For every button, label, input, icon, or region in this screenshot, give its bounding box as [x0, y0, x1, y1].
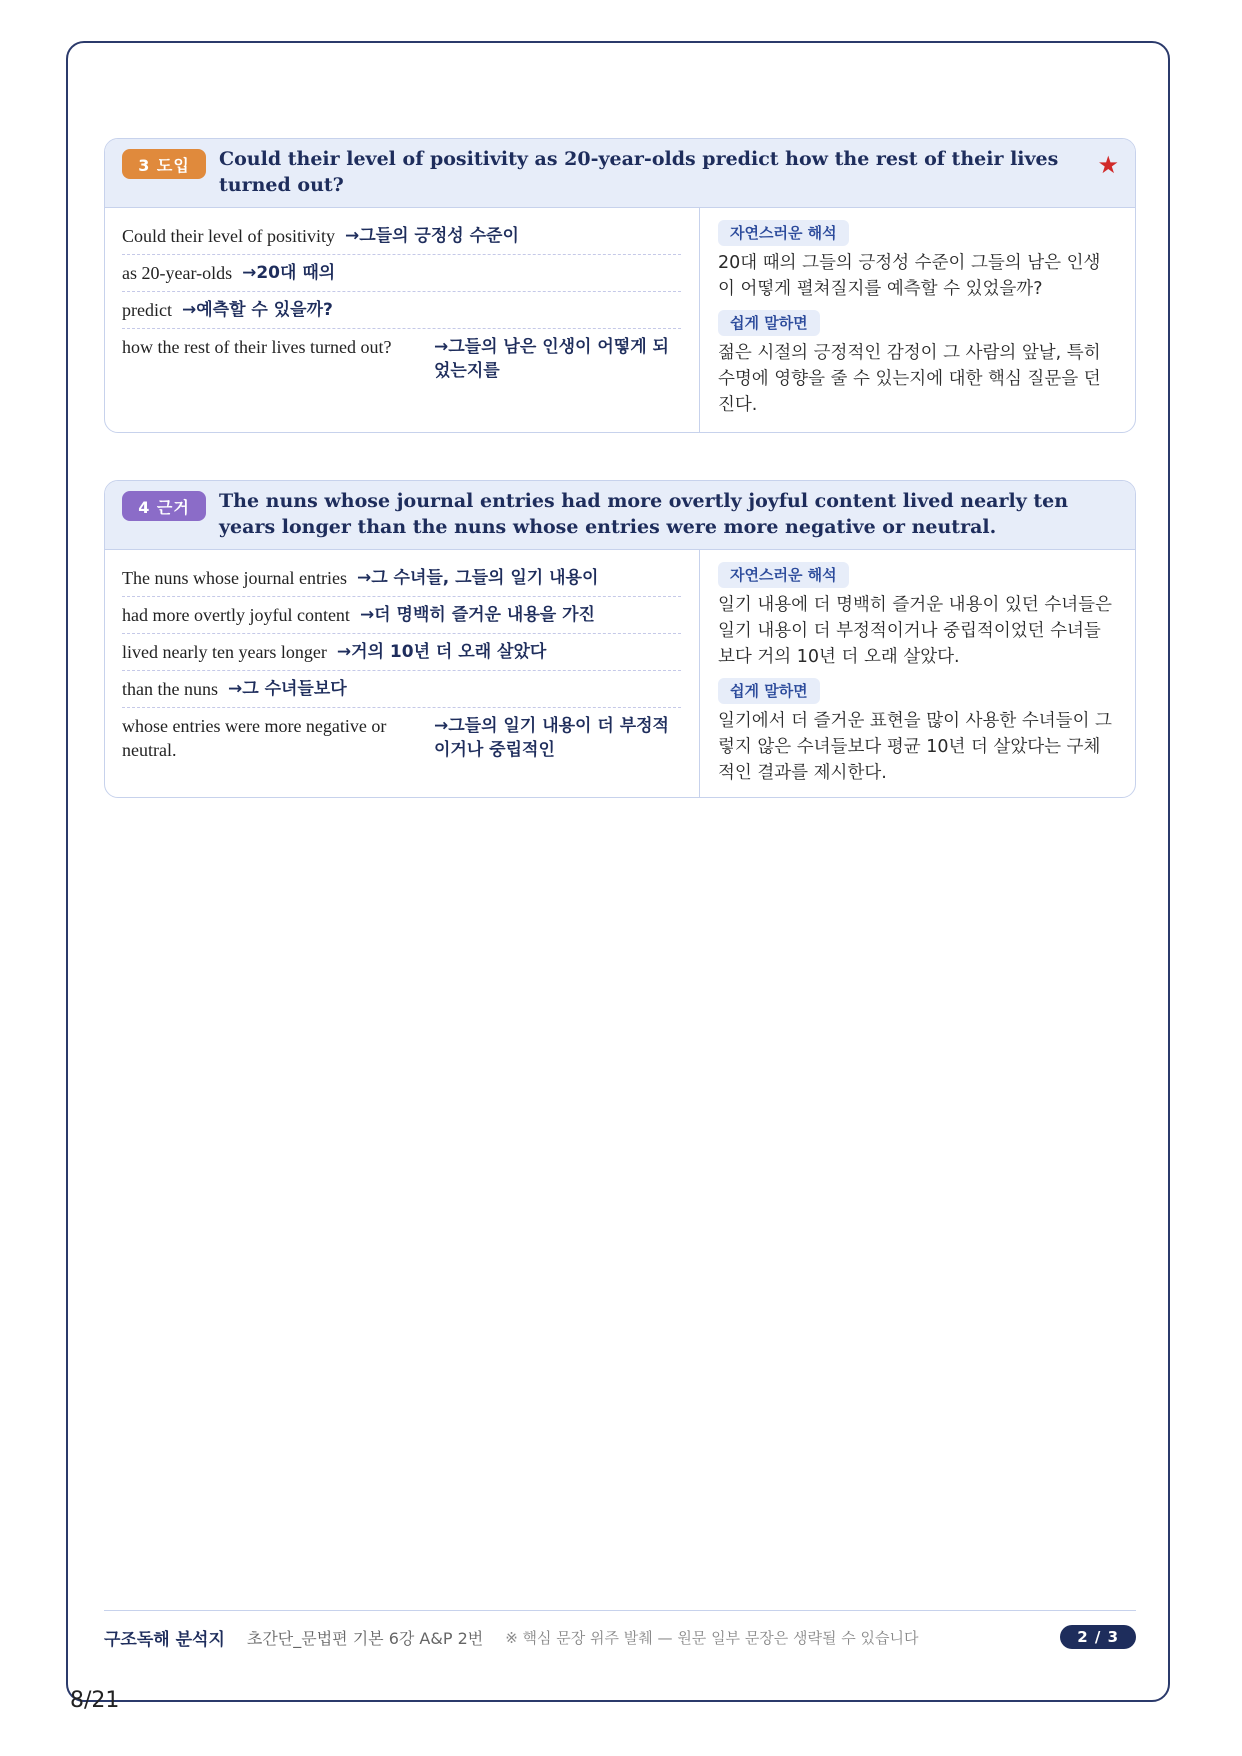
chunk-row	[122, 218, 681, 255]
chunk-row	[122, 671, 681, 708]
chunk-korean: →예측할 수 있을까?	[181, 300, 333, 320]
natural-translation-label: 자연스러운 해석	[718, 220, 849, 246]
easy-explanation-label: 쉽게 말하면	[718, 678, 820, 704]
chunk-korean: →20대 때의	[242, 263, 336, 283]
chunk-korean: →그들의 일기 내용이 더 부정적이거나 중립적인	[434, 716, 669, 760]
card-body	[105, 550, 1135, 797]
chunk-list	[105, 550, 700, 797]
chunk-english: lived nearly ten years longer	[122, 642, 327, 662]
chunk-korean: →그 수녀들, 그들의 일기 내용이	[356, 568, 599, 588]
chunk-row	[122, 292, 681, 329]
chunk-english: as 20-year-olds	[122, 263, 233, 283]
natural-translation-text: 일기 내용에 더 명백히 즐거운 내용이 있던 수녀들은 일기 내용이 더 부정적이거나 중립적이었던 수녀들보다 거의 10년 더 오래 살았다.	[718, 595, 1112, 667]
chunk-row	[122, 329, 681, 389]
footer-note: ※ 핵심 문장 위주 발췌 — 원문 일부 문장은 생략될 수 있습니다	[505, 1628, 919, 1647]
chunk-list	[105, 208, 700, 432]
footer-divider	[104, 1610, 1136, 1611]
chunk-korean: →그들의 긍정성 수준이	[344, 226, 519, 246]
easy-explanation-text: 젊은 시절의 긍정적인 감정이 그 사람의 앞날, 특히 수명에 영향을 줄 수 있는지에 대한 핵심 질문을 던진다.	[718, 343, 1101, 415]
natural-translation-text: 20대 때의 그들의 긍정성 수준이 그들의 남은 인생이 어떻게 펼쳐질지를 예측할 수 있었을까?	[718, 253, 1101, 299]
sentence-text: Could their level of positivity as 20-year-olds predict how the rest of their lives turned out?	[219, 148, 1059, 196]
sentence-card-4	[104, 480, 1136, 798]
card-header	[105, 481, 1135, 550]
chunk-korean: →그 수녀들보다	[228, 679, 347, 699]
chunk-row	[122, 255, 681, 292]
chunk-english: The nuns whose journal entries	[122, 568, 347, 588]
chunk-english: than the nuns	[122, 679, 218, 699]
section-badge-evidence: 4 근거	[122, 491, 206, 521]
footer	[104, 1622, 1136, 1652]
chunk-row	[122, 708, 681, 768]
chunk-english: predict	[122, 300, 172, 320]
easy-explanation-label: 쉽게 말하면	[718, 310, 820, 336]
document-page-number: 8/21	[70, 1688, 120, 1713]
footer-brand: 구조독해 분석지	[104, 1629, 225, 1650]
sentence-text: The nuns whose journal entries had more overtly joyful content lived nearly ten years longer than the nuns whose entries were more negative or neutral.	[219, 490, 1069, 538]
easy-explanation-text: 일기에서 더 즐거운 표현을 많이 사용한 수녀들이 그렇지 않은 수녀들보다 평균 10년 더 살았다는 구체적인 결과를 제시한다.	[718, 711, 1112, 783]
chunk-korean: →그들의 남은 인생이 어떻게 되었는지를	[434, 337, 669, 381]
chunk-english: Could their level of positivity	[122, 226, 335, 246]
chunk-english: had more overtly joyful content	[122, 605, 350, 625]
chunk-row	[122, 597, 681, 634]
page-indicator: 2 / 3	[1060, 1625, 1136, 1649]
translation-panel	[700, 550, 1135, 797]
card-header	[105, 139, 1135, 208]
chunk-row	[122, 560, 681, 597]
translation-panel	[700, 208, 1135, 432]
chunk-english: how the rest of their lives turned out?	[122, 337, 392, 357]
chunk-korean: →거의 10년 더 오래 살았다	[336, 642, 547, 662]
star-icon: ★	[1097, 151, 1119, 179]
chunk-row	[122, 634, 681, 671]
chunk-korean: →더 명백히 즐거운 내용을 가진	[359, 605, 595, 625]
card-body	[105, 208, 1135, 432]
footer-title: 초간단_문법편 기본 6강 A&P 2번	[246, 1628, 484, 1648]
natural-translation-label: 자연스러운 해석	[718, 562, 849, 588]
sentence-card-3	[104, 138, 1136, 433]
section-badge-intro: 3 도입	[122, 149, 206, 179]
chunk-english: whose entries were more negative or neutral.	[122, 716, 387, 760]
